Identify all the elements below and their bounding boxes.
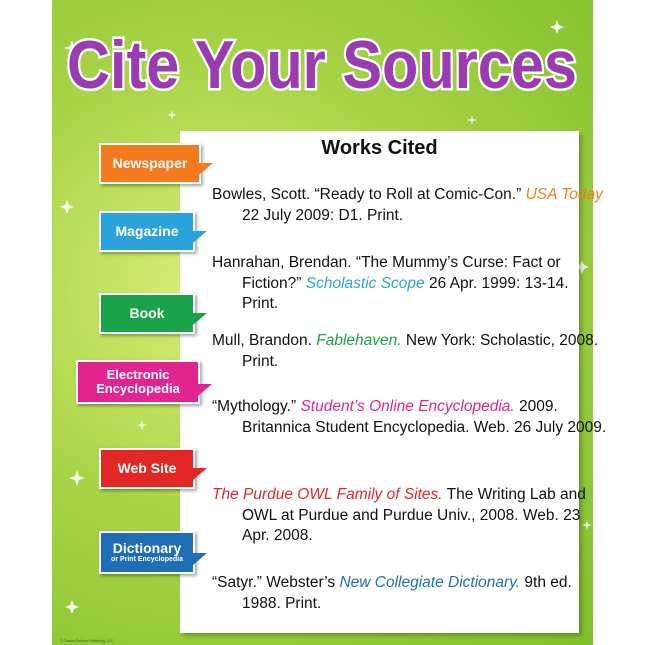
works-cited-card (180, 131, 607, 633)
citation-website: The Purdue OWL Family of Sites. The Writing Lab and OWL at Purdue and Purdue Univ., 2008. Web. 23 Apr. 2008. (212, 486, 586, 544)
footer-copyright: © Carson-Dellosa Publishing, LLC (60, 639, 114, 643)
citation-newspaper: Bowles, Scott. “Ready to Roll at Comic-Con.” USA Today 22 July 2009: D1. Print. (212, 186, 603, 224)
poster (52, 0, 607, 645)
works-cited-heading: Works Cited (321, 137, 438, 159)
tag-magazine: Magazine (99, 211, 195, 252)
tag-website: Web Site (99, 448, 195, 489)
tag-newspaper: Newspaper (99, 143, 201, 184)
poster-title (52, 0, 593, 110)
citation-dictionary: “Satyr.” Webster’s New Collegiate Dictionary. 9th ed. 1988. Print. (212, 574, 572, 612)
citation-magazine: Hanrahan, Brendan. “The Mummy’s Curse: Fact or Fiction?” Scholastic Scope 26 Apr. 1999: 13-14. Print. (212, 254, 569, 312)
citation-encyclopedia: “Mythology.” Student’s Online Encyclopedia. 2009. Britannica Student Encyclopedia. Web. 26 July 2009. (212, 398, 607, 436)
citation-book: Mull, Brandon. Fablehaven. New York: Scholastic, 2008. Print. (212, 332, 599, 370)
tag-book: Book (99, 293, 195, 334)
tag-encyclopedia: Electronic Encyclopedia (76, 360, 200, 404)
svg-text:Cite Your Sources: Cite Your Sources (67, 27, 577, 103)
tag-dictionary: Dictionary or Print Encyclopedia (99, 531, 195, 574)
